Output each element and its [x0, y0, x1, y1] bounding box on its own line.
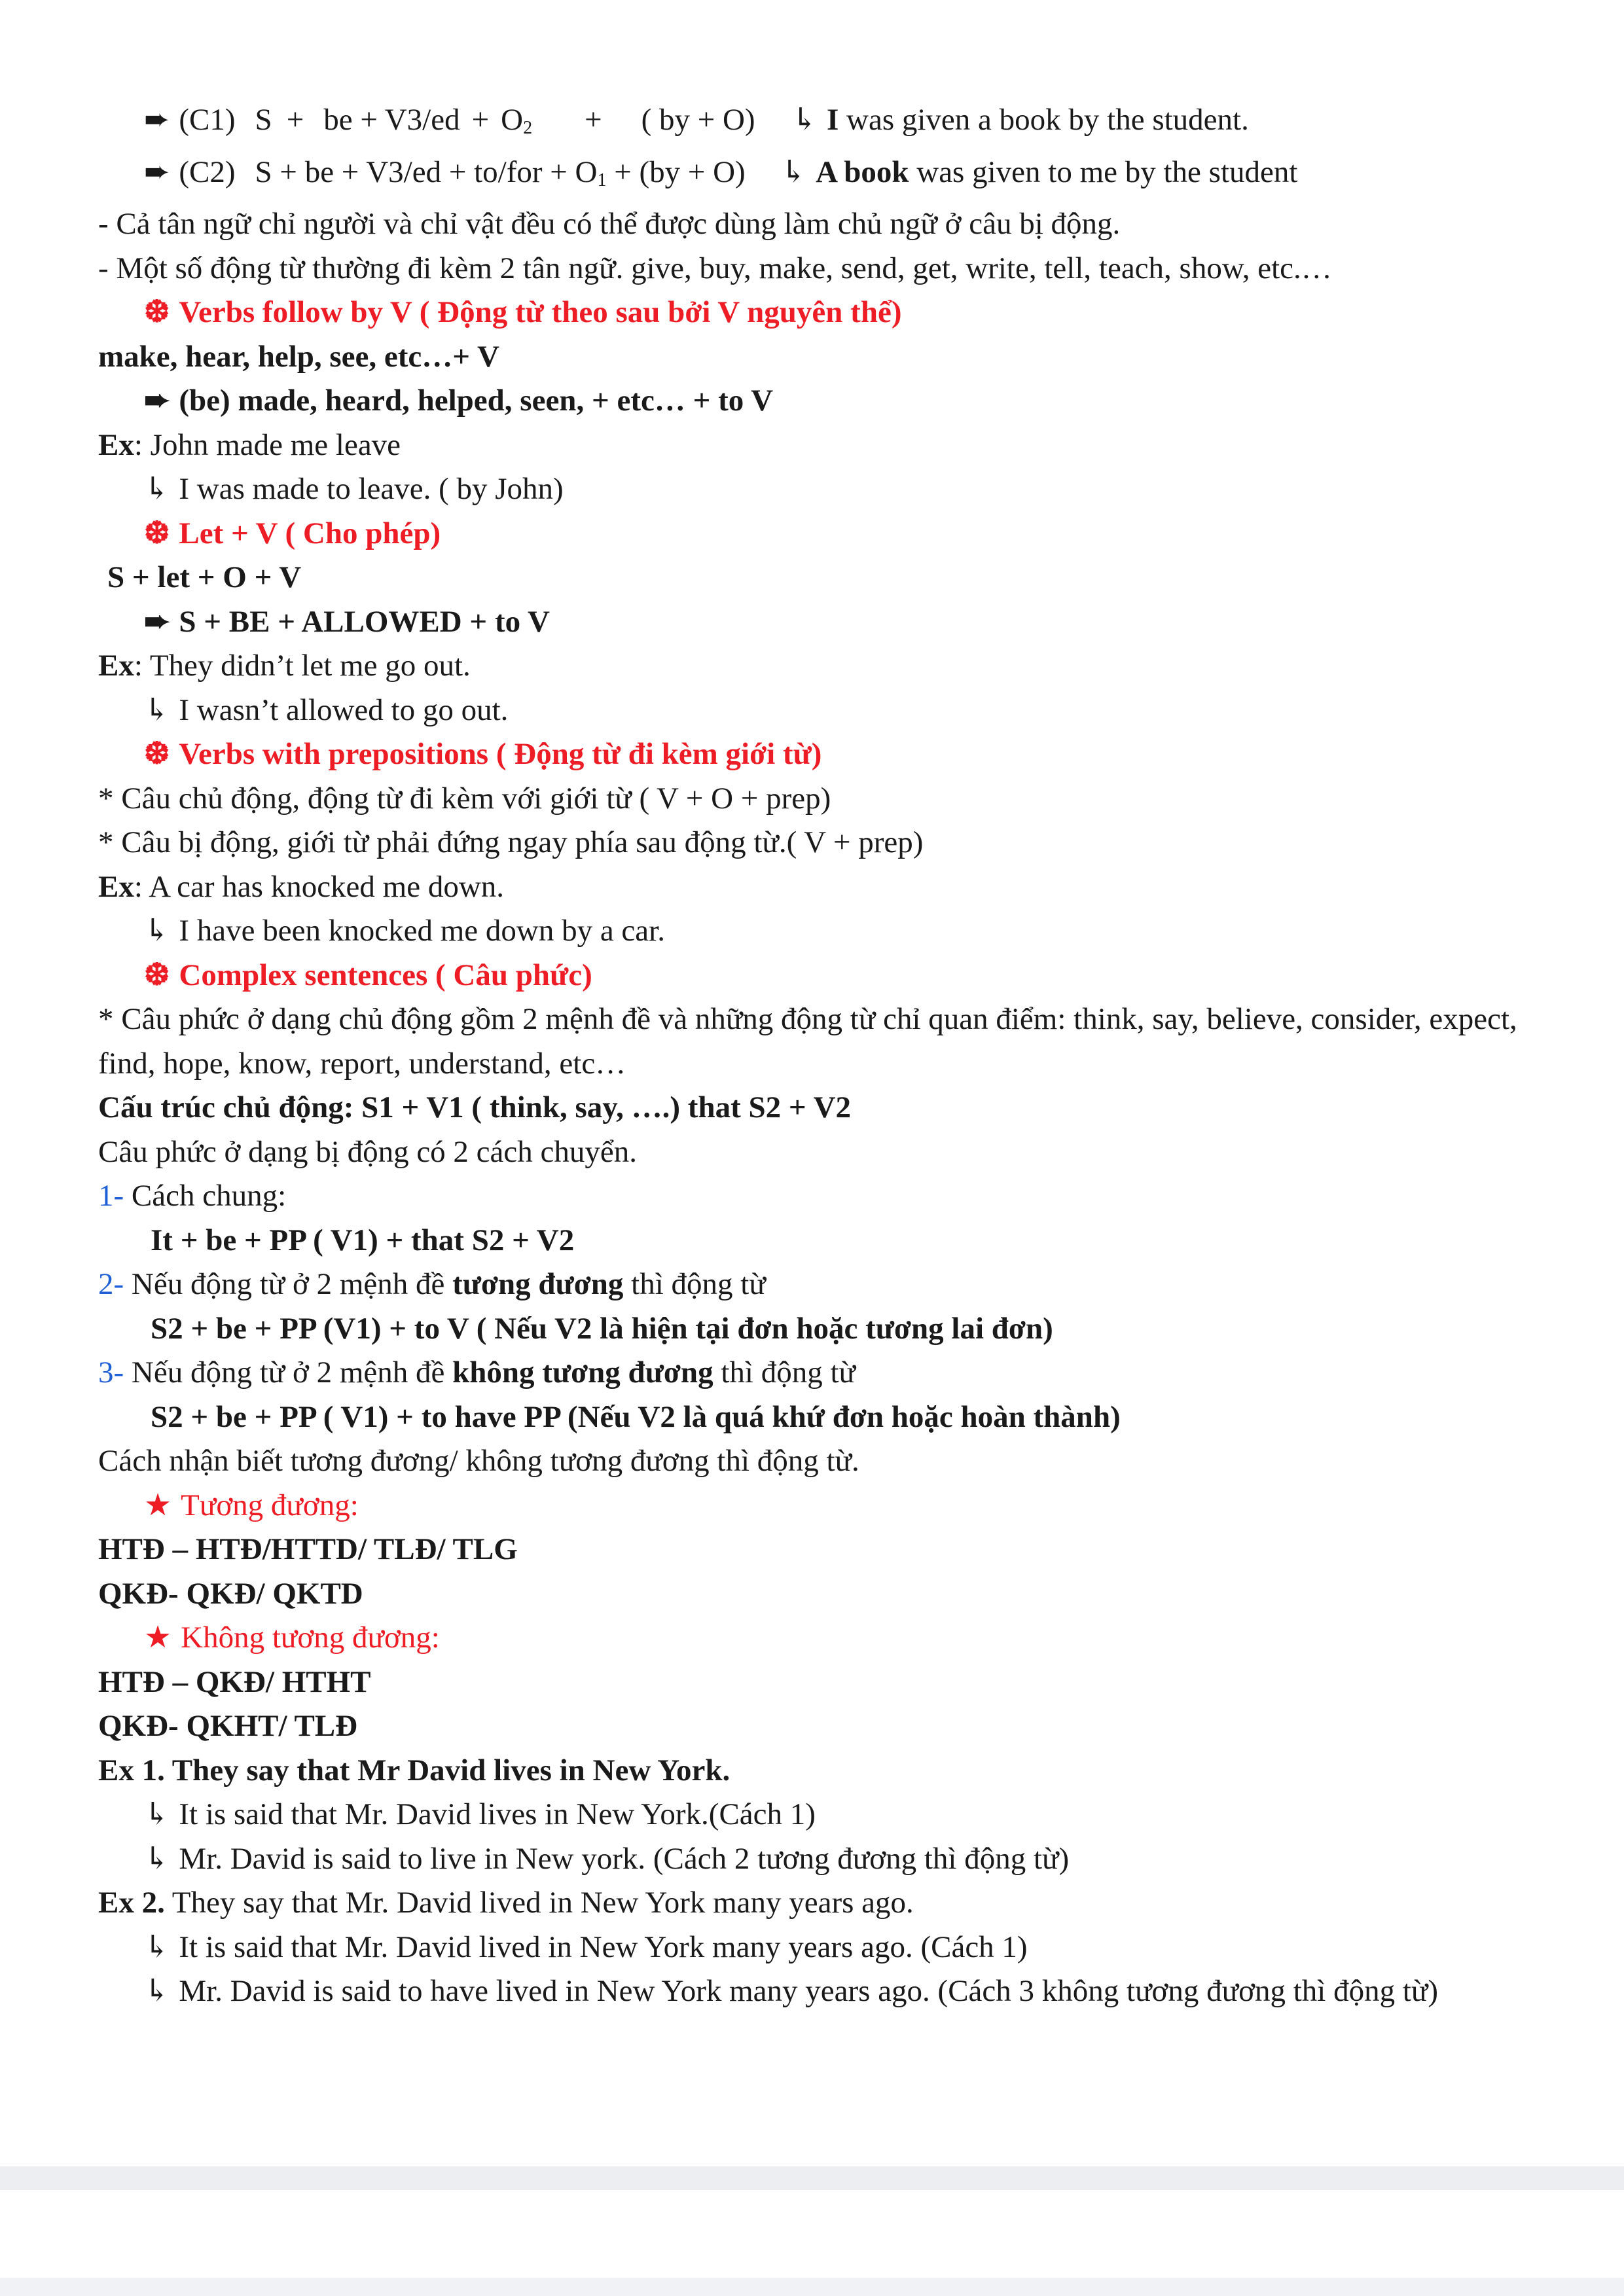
formula-line: S2 + be + PP ( V1) + to have PP (Nếu V2 là quá khứ đơn hoặc hoàn thành) [151, 1399, 1121, 1434]
note-line: * Câu bị động, giới từ phải đứng ngay phía sau động từ.( V + prep) [98, 825, 924, 859]
method-1: 1- Cách chung: [98, 1179, 287, 1213]
subsection-heading: ★ Không tương đương: [98, 1616, 1538, 1660]
tense-pair: HTĐ – QKĐ/ HTHT [98, 1664, 371, 1699]
formula-passive: ➨ S + BE + ALLOWED + to V [98, 600, 1538, 645]
right-arrow-icon: ➨ [144, 604, 170, 639]
page-separator [0, 2166, 1624, 2190]
example-answer: ↳ It is said that Mr. David lives in New York.(Cách 1) [98, 1793, 1538, 1837]
section-heading: ❆ Verbs follow by V ( Động từ theo sau bởi V nguyên thể) [98, 291, 1538, 335]
star-bullet-icon: ★ [144, 1621, 172, 1655]
down-right-arrow-icon: ↳ [144, 914, 170, 948]
tense-pair: QKĐ- QKHT/ TLĐ [98, 1709, 358, 1743]
star-bullet-icon: ★ [144, 1488, 172, 1522]
tense-pair: HTĐ – HTĐ/HTTD/ TLĐ/ TLG [98, 1532, 518, 1566]
method-2: 2- Nếu động từ ở 2 mệnh đề tương đương thì động từ [98, 1267, 766, 1301]
right-arrow-icon: ➨ [144, 154, 170, 189]
snowflake-bullet-icon: ❆ [144, 516, 170, 550]
tense-pair: QKĐ- QKĐ/ QKTD [98, 1576, 363, 1611]
note-line: - Một số động từ thường đi kèm 2 tân ngữ. give, buy, make, send, get, write, tell, teach, show, etc.… [98, 251, 1332, 285]
snowflake-bullet-icon: ❆ [144, 295, 170, 329]
down-right-arrow-icon: ↳ [144, 692, 170, 727]
page-content [98, 98, 1538, 2014]
section-heading: ❆ Complex sentences ( Câu phức) [98, 954, 1538, 998]
note-line: * Câu phức ở dạng chủ động gồm 2 mệnh đề và những động từ chỉ quan điểm: think, say, believe, consider, expect, find, hope, know, report, understand, etc… [98, 1002, 1517, 1081]
example-line: Ex: They didn’t let me go out. [98, 649, 471, 683]
note-line: * Câu chủ động, động từ đi kèm với giới từ ( V + O + prep) [98, 781, 831, 816]
right-arrow-icon: ➨ [144, 103, 170, 137]
down-right-arrow-icon: ↳ [791, 103, 818, 137]
next-page-edge [0, 2278, 1624, 2296]
section-heading: ❆ Verbs with prepositions ( Động từ đi kèm giới từ) [98, 732, 1538, 777]
formula-line: Cấu trúc chủ động: S1 + V1 ( think, say, ….) that S2 + V2 [98, 1090, 852, 1124]
example-line: Ex: A car has knocked me down. [98, 869, 505, 904]
formula-passive: ➨ (be) made, heard, helped, seen, + etc… + to V [98, 379, 1538, 423]
formula-line: S + let + O + V [107, 560, 302, 594]
note-line: - Cả tân ngữ chỉ người và chỉ vật đều có thể được dùng làm chủ ngữ ở câu bị động. [98, 207, 1121, 241]
formula-c1: ➨ (C1) S + be + $V3/ed + O_2$ + ( by + O) ↳ I was given a book by the student. [98, 98, 1538, 151]
down-right-arrow-icon: ↳ [144, 1841, 170, 1876]
subsection-heading: ★ Tương đương: [98, 1484, 1538, 1528]
down-right-arrow-icon: ↳ [780, 154, 807, 189]
example-answer: ↳ I was made to leave. ( by John) [98, 467, 1538, 512]
snowflake-bullet-icon: ❆ [144, 958, 170, 992]
example-line: Ex 2. They say that Mr. David lived in New York many years ago. [98, 1886, 914, 1920]
example-line: Ex 1. They say that Mr David lives in New York. [98, 1753, 731, 1787]
right-arrow-icon: ➨ [144, 384, 170, 418]
formula-line: S2 + be + PP (V1) + to V ( Nếu V2 là hiện tại đơn hoặc tương lai đơn) [151, 1311, 1053, 1346]
snowflake-bullet-icon: ❆ [144, 737, 170, 771]
example-answer: ↳ Mr. David is said to live in New york. (Cách 2 tương đương thì động từ) [98, 1837, 1538, 1882]
method-3: 3- Nếu động từ ở 2 mệnh đề không tương đương thì động từ [98, 1355, 856, 1390]
formula-c2: ➨ (C2) S + be + $V3/ed + to/for + O_1 + (by + O)$ ↳ A book was given to me by the student [98, 151, 1538, 203]
note-line: Cách nhận biết tương đương/ không tương đương thì động từ. [98, 1444, 859, 1478]
down-right-arrow-icon: ↳ [144, 472, 170, 506]
example-line: Ex: John made me leave [98, 427, 401, 462]
example-answer: ↳ I wasn’t allowed to go out. [98, 689, 1538, 733]
down-right-arrow-icon: ↳ [144, 1929, 170, 1964]
example-answer: ↳ I have been knocked me down by a car. [98, 909, 1538, 954]
example-answer: ↳ It is said that Mr. David lived in New York many years ago. (Cách 1) [98, 1926, 1538, 1970]
down-right-arrow-icon: ↳ [144, 1797, 170, 1831]
note-line: Câu phức ở dạng bị động có 2 cách chuyển. [98, 1134, 637, 1169]
example-answer: ↳ Mr. David is said to have lived in New York many years ago. (Cách 3 không tương đương thì động từ) [98, 1969, 1538, 2014]
formula-line: It + be + PP ( V1) + that S2 + V2 [151, 1223, 575, 1257]
formula-line: make, hear, help, see, etc…+ V [98, 339, 499, 374]
down-right-arrow-icon: ↳ [144, 1974, 170, 2008]
section-heading: ❆ Let + V ( Cho phép) [98, 512, 1538, 556]
